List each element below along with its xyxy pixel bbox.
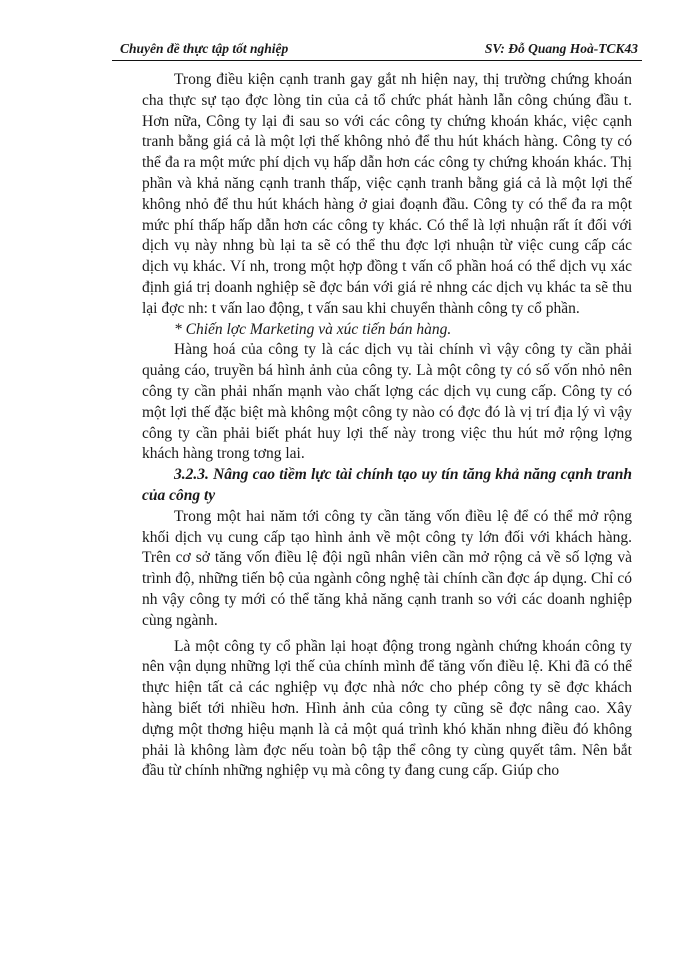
paragraph-price-competition: Trong điều kiện cạnh tranh gay gắt nh hiện nay, thị trường chứng khoán cha thực sự tạo đợc lòng tin của cả tổ chức phát hành lẫn công chúng đầu t. Hơn nữa, Công ty lại đi sau so với các công ty chứng khoán khác, việc cạnh tranh bằng giá cả là một lợi thế không nhỏ để thu hút khách hàng. Công ty có thể đa ra một mức phí dịch vụ hấp dẫn hơn các công ty chứng khoán khác. Thị phần và khả năng cạnh tranh thấp, việc cạnh tranh bằng giá cả là một lợi thế không nhỏ để thu hút khách hàng ở giai đoạnh đầu. Công ty có thể đa ra một mức phí thấp hấp dẫn hơn các công ty khác. Có thể là lợi nhuận rất ít đối với dịch vụ này nhng bù lại ta sẽ có thể thu đợc lợi nhuận từ việc cung cấp các dịch vụ khác. Ví nh, trong một hợp đồng t vấn cổ phần hoá có thể dịch vụ xác định giá trị doanh nghiệp sẽ đợc bán với giá rẻ nhng các dịch vụ khác ta sẽ thu lại đợc nh: t vấn lao động, t vấn sau khi chuyển thành công ty cổ phần. [142, 71, 632, 317]
page-header [112, 38, 642, 61]
subheading-marketing: * Chiến lợc Marketing và xúc tiến bán hàng. [174, 320, 452, 338]
section-heading-3-2-3: 3.2.3. Nâng cao tiềm lực tài chính tạo uy tín tăng khả năng cạnh tranh của công ty [142, 466, 632, 504]
header-author: SV: Đỗ Quang Hoà-TCK43 [484, 41, 638, 56]
paragraph-capital: Trong một hai năm tới công ty cần tăng vốn điều lệ để có thể mở rộng khối dịch vụ cung cấp tạo hình ảnh về một công ty lớn đối với khách hàng. Trên cơ sở tăng vốn điều lệ đội ngũ nhân viên cần mở rộng cả về số lợng và trình độ, những tiến bộ của ngành công nghệ tài chính cần đợc áp dụng. Chỉ có nh vậy công ty mới có thể tăng khả năng cạnh tranh so với các doanh nghiệp cùng ngành. [142, 507, 632, 629]
document-body [142, 70, 632, 782]
header-title: Chuyên đề thực tập tốt nghiệp [120, 41, 289, 56]
paragraph-joint-stock: Là một công ty cổ phần lại hoạt động trong ngành chứng khoán công ty nên vận dụng những lợi thế của chính mình để tăng vốn điều lệ. Khi đã có thể thực hiện tất cả các nghiệp vụ đợc nhà nớc cho phép công ty sẽ đợc khách hàng biết tới nhiều hơn. Hình ảnh của công ty cũng sẽ đợc nâng cao. Xây dựng một thơng hiệu mạnh là cả một quá trình khó khăn nhng điều đó không phải là không làm đợc nếu toàn bộ tập thể công ty cùng quyết tâm. Nên bắt đầu từ chính những nghiệp vụ mà công ty đang cung cấp. Giúp cho [142, 637, 632, 780]
paragraph-marketing: Hàng hoá của công ty là các dịch vụ tài chính vì vậy công ty cần phải quảng cáo, truyền bá hình ảnh của công ty. Là một công ty có số vốn nhỏ nên công ty cần phải nhấn mạnh vào chất lợng các dịch vụ cung cấp. Công ty có một lợi thế đặc biệt mà không một công ty nào có đợc đó là vị trí địa lý vì vậy công ty cần phải biết phát huy lợi thế này trong việc thu hút mở rộng lợng khách hàng trong tơng lai. [142, 341, 632, 463]
